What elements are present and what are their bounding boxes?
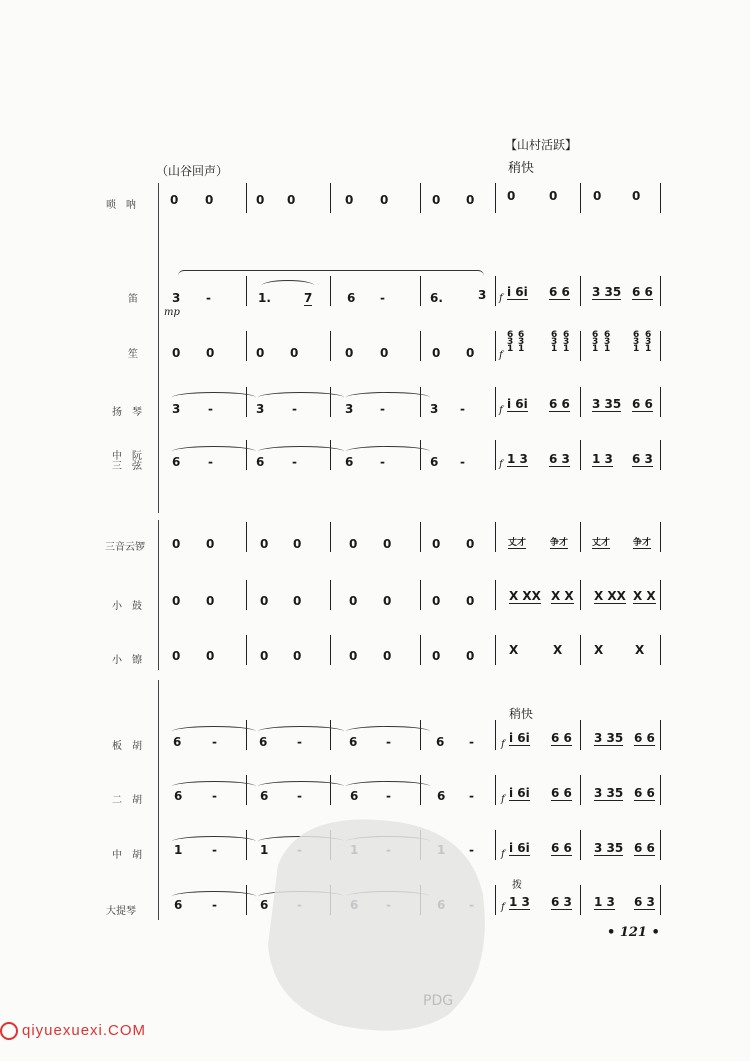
barline	[495, 183, 496, 213]
note: X X	[633, 589, 656, 603]
barline	[580, 580, 581, 610]
note: 1 3	[509, 895, 530, 909]
note: 1	[174, 843, 183, 857]
site-name: qiyuexuexi.COM	[22, 1022, 147, 1039]
barline	[330, 580, 331, 610]
note: 0	[256, 193, 265, 207]
note: 3	[256, 402, 265, 416]
note: 0	[549, 189, 558, 203]
note: 0	[206, 346, 215, 360]
chord: 6 3 1	[563, 330, 570, 354]
barline	[660, 885, 661, 915]
note: -	[469, 789, 474, 803]
note: -	[212, 789, 217, 803]
note: 6	[430, 455, 439, 469]
chord: 6 3 1	[604, 330, 611, 354]
note: 0	[466, 537, 475, 551]
note: -	[297, 789, 302, 803]
slur	[258, 392, 344, 403]
note: 6	[172, 455, 181, 469]
barline	[660, 720, 661, 750]
barline	[660, 331, 661, 361]
note: 0	[593, 189, 602, 203]
slur	[258, 446, 344, 457]
barline	[660, 580, 661, 610]
dynamic-f: f	[501, 902, 505, 913]
note: 6	[259, 735, 268, 749]
note: 0	[260, 537, 269, 551]
note: 6 6	[551, 786, 572, 800]
note: 6	[347, 291, 356, 305]
note: -	[208, 455, 213, 469]
note: -	[380, 402, 385, 416]
barline	[660, 775, 661, 805]
note: i 6i	[509, 786, 530, 800]
barline	[330, 635, 331, 665]
note: 1.	[258, 291, 271, 305]
barline	[495, 387, 496, 417]
watermark-seal	[258, 805, 498, 1035]
note: 0	[260, 594, 269, 608]
note: 3	[478, 288, 487, 302]
note: 0	[383, 537, 392, 551]
barline	[420, 331, 421, 361]
chord: 6 3 1	[507, 330, 514, 354]
system-line-strings	[158, 680, 159, 920]
note: 6	[350, 789, 359, 803]
note: 3	[345, 402, 354, 416]
barline	[495, 720, 496, 750]
dynamic-mp: mp	[164, 307, 180, 318]
note: 0	[170, 193, 179, 207]
barline	[246, 635, 247, 665]
note: -	[212, 735, 217, 749]
note: 0	[172, 649, 181, 663]
note: 0	[380, 193, 389, 207]
barline	[246, 580, 247, 610]
barline	[580, 830, 581, 860]
note: 0	[293, 537, 302, 551]
note: 6	[173, 735, 182, 749]
note: 6 3	[549, 452, 570, 466]
barline	[420, 183, 421, 213]
tempo-marking-lower: 稍快	[509, 707, 534, 721]
note: 争才	[550, 535, 568, 549]
note: X XX	[509, 589, 541, 603]
note: 0	[345, 346, 354, 360]
barline	[495, 635, 496, 665]
note: 0	[432, 346, 441, 360]
note: 3 35	[594, 786, 624, 800]
note: 6 6	[551, 731, 572, 745]
barline	[495, 580, 496, 610]
note: 6 6	[634, 786, 655, 800]
note: -	[380, 455, 385, 469]
note: -	[386, 735, 391, 749]
label-di: 笛	[128, 294, 138, 305]
note: 7	[304, 291, 313, 305]
note: 0	[383, 649, 392, 663]
barline	[660, 276, 661, 306]
site-logo-icon	[0, 1022, 18, 1040]
note: 争才	[633, 535, 651, 549]
slur	[346, 446, 430, 457]
note: 0	[466, 193, 475, 207]
barline	[580, 635, 581, 665]
note: -	[292, 402, 297, 416]
note: 6	[260, 898, 269, 912]
note: 0	[349, 649, 358, 663]
label-datiqin: 大提琴	[106, 906, 136, 917]
label-sheng: 笙	[128, 349, 138, 360]
page-number: • 121 •	[607, 925, 660, 940]
note: 3	[430, 402, 439, 416]
barline	[420, 580, 421, 610]
barline	[495, 276, 496, 306]
note: 0	[507, 189, 516, 203]
note: 0	[260, 649, 269, 663]
barline	[580, 183, 581, 213]
note: 6 6	[549, 397, 570, 411]
note: 丈才	[592, 535, 610, 549]
note: -	[292, 455, 297, 469]
tempo-marking-top: 稍快	[508, 161, 535, 176]
note: X X	[551, 589, 574, 603]
note: 6.	[430, 291, 443, 305]
note: i 6i	[509, 841, 530, 855]
note: -	[380, 291, 385, 305]
note: -	[460, 455, 465, 469]
dynamic-f: f	[499, 293, 503, 304]
note: 6	[437, 789, 446, 803]
barline	[495, 775, 496, 805]
note: 6	[174, 898, 183, 912]
slur	[346, 392, 430, 403]
dynamic-f: f	[501, 849, 505, 860]
note: 6 6	[634, 731, 655, 745]
site-footer	[0, 1022, 146, 1040]
watermark-text: PDG	[423, 993, 454, 1009]
barline	[660, 635, 661, 665]
note: -	[212, 843, 217, 857]
dynamic-f: f	[499, 459, 503, 470]
note: 1 3	[507, 452, 528, 466]
note: -	[297, 735, 302, 749]
note: 0	[206, 594, 215, 608]
barline	[330, 331, 331, 361]
note: i 6i	[507, 285, 528, 299]
system-line-perc	[158, 520, 159, 670]
note: 6	[256, 455, 265, 469]
barline	[580, 387, 581, 417]
note: 0	[432, 537, 441, 551]
note: 6	[345, 455, 354, 469]
note: 0	[172, 537, 181, 551]
note: 6	[174, 789, 183, 803]
note: 0	[206, 649, 215, 663]
chord: 6 3 1	[551, 330, 558, 354]
slur	[172, 446, 256, 457]
note: X XX	[594, 589, 626, 603]
note: -	[469, 735, 474, 749]
note: 丈才	[508, 535, 526, 549]
note: 1 3	[592, 452, 613, 466]
note: 6 3	[551, 895, 572, 909]
barline	[660, 830, 661, 860]
dynamic-f: f	[501, 739, 505, 750]
note: 3 35	[594, 731, 624, 745]
note: -	[460, 402, 465, 416]
barline	[580, 522, 581, 552]
note: 0	[256, 346, 265, 360]
note: X	[635, 643, 645, 657]
note: 0	[349, 594, 358, 608]
barline	[660, 440, 661, 470]
note: -	[212, 898, 217, 912]
note: 6 6	[634, 841, 655, 855]
pluck-marking: 拨	[512, 880, 522, 891]
note: X	[553, 643, 563, 657]
barline	[580, 276, 581, 306]
slur	[172, 392, 256, 403]
note: 0	[290, 346, 299, 360]
barline	[660, 183, 661, 213]
barline	[580, 440, 581, 470]
section-mark: 【山村活跃】	[505, 138, 578, 152]
barline	[495, 440, 496, 470]
note: 0	[172, 594, 181, 608]
note: 3 35	[592, 285, 622, 299]
label-xiaocha: 小 镲	[112, 655, 142, 666]
barline	[246, 522, 247, 552]
note: 6 6	[632, 285, 653, 299]
barline	[420, 522, 421, 552]
note: 0	[172, 346, 181, 360]
note: 6	[260, 789, 269, 803]
note: 0	[432, 193, 441, 207]
dynamic-f: f	[499, 350, 503, 361]
note: 3	[172, 402, 181, 416]
note: 1 3	[594, 895, 615, 909]
note: 0	[466, 649, 475, 663]
note: -	[469, 843, 474, 857]
note: 6 3	[634, 895, 655, 909]
note: 0	[632, 189, 641, 203]
note: 6 6	[632, 397, 653, 411]
note: 6 3	[632, 452, 653, 466]
chord: 6 3 1	[592, 330, 599, 354]
note: 6	[349, 735, 358, 749]
note: 3	[172, 291, 181, 305]
note: 0	[345, 193, 354, 207]
note: 0	[206, 537, 215, 551]
chord: 6 3 1	[645, 330, 652, 354]
chord: 6 3 1	[633, 330, 640, 354]
slur	[178, 270, 484, 283]
note: 6 6	[549, 285, 570, 299]
label-gongs: 三音云锣	[105, 542, 145, 553]
barline	[420, 635, 421, 665]
note: -	[208, 402, 213, 416]
note: 1	[260, 843, 269, 857]
note: 0	[432, 649, 441, 663]
note: 3 35	[592, 397, 622, 411]
barline	[246, 183, 247, 213]
note: -	[206, 291, 211, 305]
label-banhu: 板 胡	[112, 741, 142, 752]
barline	[246, 331, 247, 361]
dynamic-f: f	[501, 794, 505, 805]
label-suona: 唢 呐	[106, 200, 136, 211]
note: 0	[349, 537, 358, 551]
note: 0	[293, 649, 302, 663]
barline	[580, 720, 581, 750]
note: i 6i	[509, 731, 530, 745]
note: i 6i	[507, 397, 528, 411]
note: 0	[380, 346, 389, 360]
slur	[262, 280, 314, 291]
barline	[580, 885, 581, 915]
barline	[580, 775, 581, 805]
note: 3 35	[594, 841, 624, 855]
note: 6 6	[551, 841, 572, 855]
dynamic-f: f	[499, 405, 503, 416]
label-xiaogu: 小 鼓	[112, 601, 142, 612]
note: 6	[436, 735, 445, 749]
note: 0	[466, 594, 475, 608]
barline	[580, 331, 581, 361]
label-zhongruan: 中 阮 三 弦	[112, 451, 142, 472]
label-yangqin: 扬 琴	[112, 407, 142, 418]
chord: 6 3 1	[518, 330, 525, 354]
note: 0	[466, 346, 475, 360]
system-line-top	[158, 183, 159, 513]
barline	[660, 522, 661, 552]
note: 0	[205, 193, 214, 207]
echo-marking: （山谷回声）	[156, 164, 229, 178]
label-erhu: 二 胡	[112, 795, 142, 806]
barline	[495, 522, 496, 552]
note: 0	[432, 594, 441, 608]
note: 0	[383, 594, 392, 608]
barline	[330, 183, 331, 213]
note: X	[594, 643, 604, 657]
barline	[330, 522, 331, 552]
note: -	[386, 789, 391, 803]
note: 0	[293, 594, 302, 608]
barline	[495, 331, 496, 361]
note: 0	[287, 193, 296, 207]
barline	[660, 387, 661, 417]
note: X	[509, 643, 519, 657]
label-zhonghu: 中 胡	[112, 850, 142, 861]
